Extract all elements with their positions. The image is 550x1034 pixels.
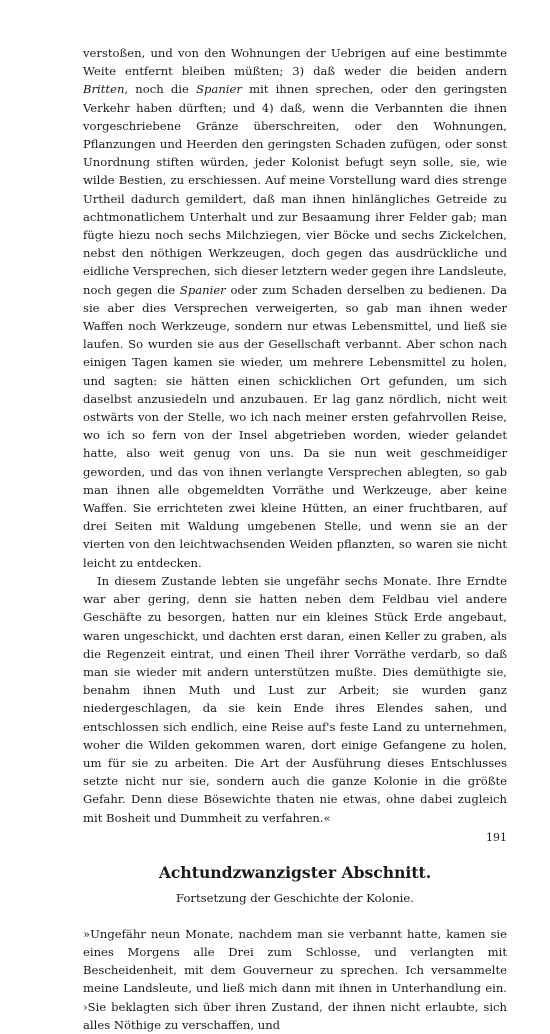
paragraph-text: verstoßen, und von den Wohnungen der Uebrigen auf eine bestimmte Weite entfernt bleiben müßten; 3) daß weder die beiden andern (83, 46, 507, 79)
paragraph-2 (83, 572, 507, 827)
paragraph-1 (83, 44, 507, 572)
paragraph-3: »Ungefähr neun Monate, nachdem man sie verbannt hatte, kamen sie eines Morgens alle Drei zum Schlosse, und verlangten mit Bescheidenheit, mit dem Gouverneur zu sprechen. Ich versammelte meine Landsleute, und ließ mich dann mit ihnen in Unterhandlung ein. ›Sie beklagten sich über ihren Zustand, der ihnen nicht erlaubte, sich alles Nöthige zu verschaffen, und (83, 926, 507, 1032)
paragraph-text: In diesem Zustande lebten sie ungefähr sechs Monate. Ihre Erndte war aber gering, denn sie hatten neben dem Feldbau viel andere Geschäfte zu besorgen, hatten nur ein kleines Stück Erde angebaut, waren ungeschickt, und dachten erst daran, einen Keller zu graben, als die Regenzeit eintrat, und einen Theil ihrer Vorräthe verdarb, so daß man sie wieder mit andern unterstützen mußte. Dies demüthigte sie, benahm ihnen Muth und Lust zur Arbeit; sie wurden ganz niedergeschlagen, da sie kein Ende ihres Elendes sahen, und entschlossen sich endlich, eine Reise auf's feste Land zu unternehmen, woher die Wilden gekommen waren, dort einige Gefangene zu holen, um für sie zu arbeiten. Die Art der Ausführung dieses Entschlusses setzte nicht nur sie, sondern auch die ganze Kolonie in die größte Gefahr. Denn diese Bösewichte thaten nie etwas, ohne dabei zugleich mit Bosheit und Dummheit zu verfahren.« (83, 573, 507, 825)
paragraph-text: mit ihnen sprechen, oder den geringsten Verkehr haben dürften; und 4) daß, wenn die Verbannten die ihnen vorgeschriebene Gränze überschreiten, oder den Wohnungen, Pflanzungen und Heerden den geringsten Schaden zufügen, oder sonst Unordnung stiften würden, jeder Kolonist befugt seyn solle, sie, wie wilde Bestien, zu erschiessen. Auf meine Vorstellung ward dies strenge Urtheil dadurch gemildert, daß man ihnen hinlängliches Getreide zu achtmonatlichem Unterhalt und zur Besaamung ihrer Felder gab; man fügte hiezu noch sechs Milchziegen, vier Böcke und sechs Zickelchen, nebst den nöthigen Werkzeugen, doch gegen das ausdrückliche und eidliche Versprechen, sich dieser letztern weder gegen ihre Landsleute, noch gegen die (83, 82, 508, 297)
page-body (83, 44, 507, 1034)
chapter-title: Achtundzwanzigster Abschnitt. (158, 862, 432, 882)
italic-text: Spanier (179, 282, 226, 297)
chapter-subtitle: Fortsetzung der Geschichte der Kolonie. (176, 890, 414, 905)
paragraph-text: oder zum Schaden derselben zu bedienen. Da sie aber dies Versprechen verweigerten, so gab man ihnen weder Waffen noch Werkzeuge, sondern nur etwas Lebensmittel, und ließ sie laufen. So wurden sie aus der Gesellschaft verbannt. Aber schon nach einigen Tagen kamen sie wieder, um mehrere Lebensmittel zu holen, und sagten: sie hätten einen schicklichen Ort gefunden, um sich daselbst anzusiedeln und anzubauen. Er lag ganz nördlich, nicht weit ostwärts von der Stelle, wo ich nach meiner ersten gefahrvollen Reise, wo ich so fern von der Insel abgetrieben worden, wieder gelandet hatte, also weit genug von uns. Da sie nun weit geschmeidiger geworden, und das von ihnen verlangte Versprechen ablegten, so gab man ihnen alle obgemeldten Vorräthe und Werkzeuge, aber keine Waffen. Sie errichteten zwei kleine Hütten, an einer fruchtbaren, auf drei Seiten mit Waldung umgebenen Stelle, und wenn sie an der vierten von den leichtwachsenden Weiden pflanzten, so waren sie nicht leicht zu entdecken. (83, 282, 507, 570)
italic-text: Spanier (196, 82, 242, 97)
paragraph-text: , noch die (124, 82, 197, 97)
page-number: 191 (486, 831, 507, 844)
italic-text: Britten (83, 82, 125, 97)
